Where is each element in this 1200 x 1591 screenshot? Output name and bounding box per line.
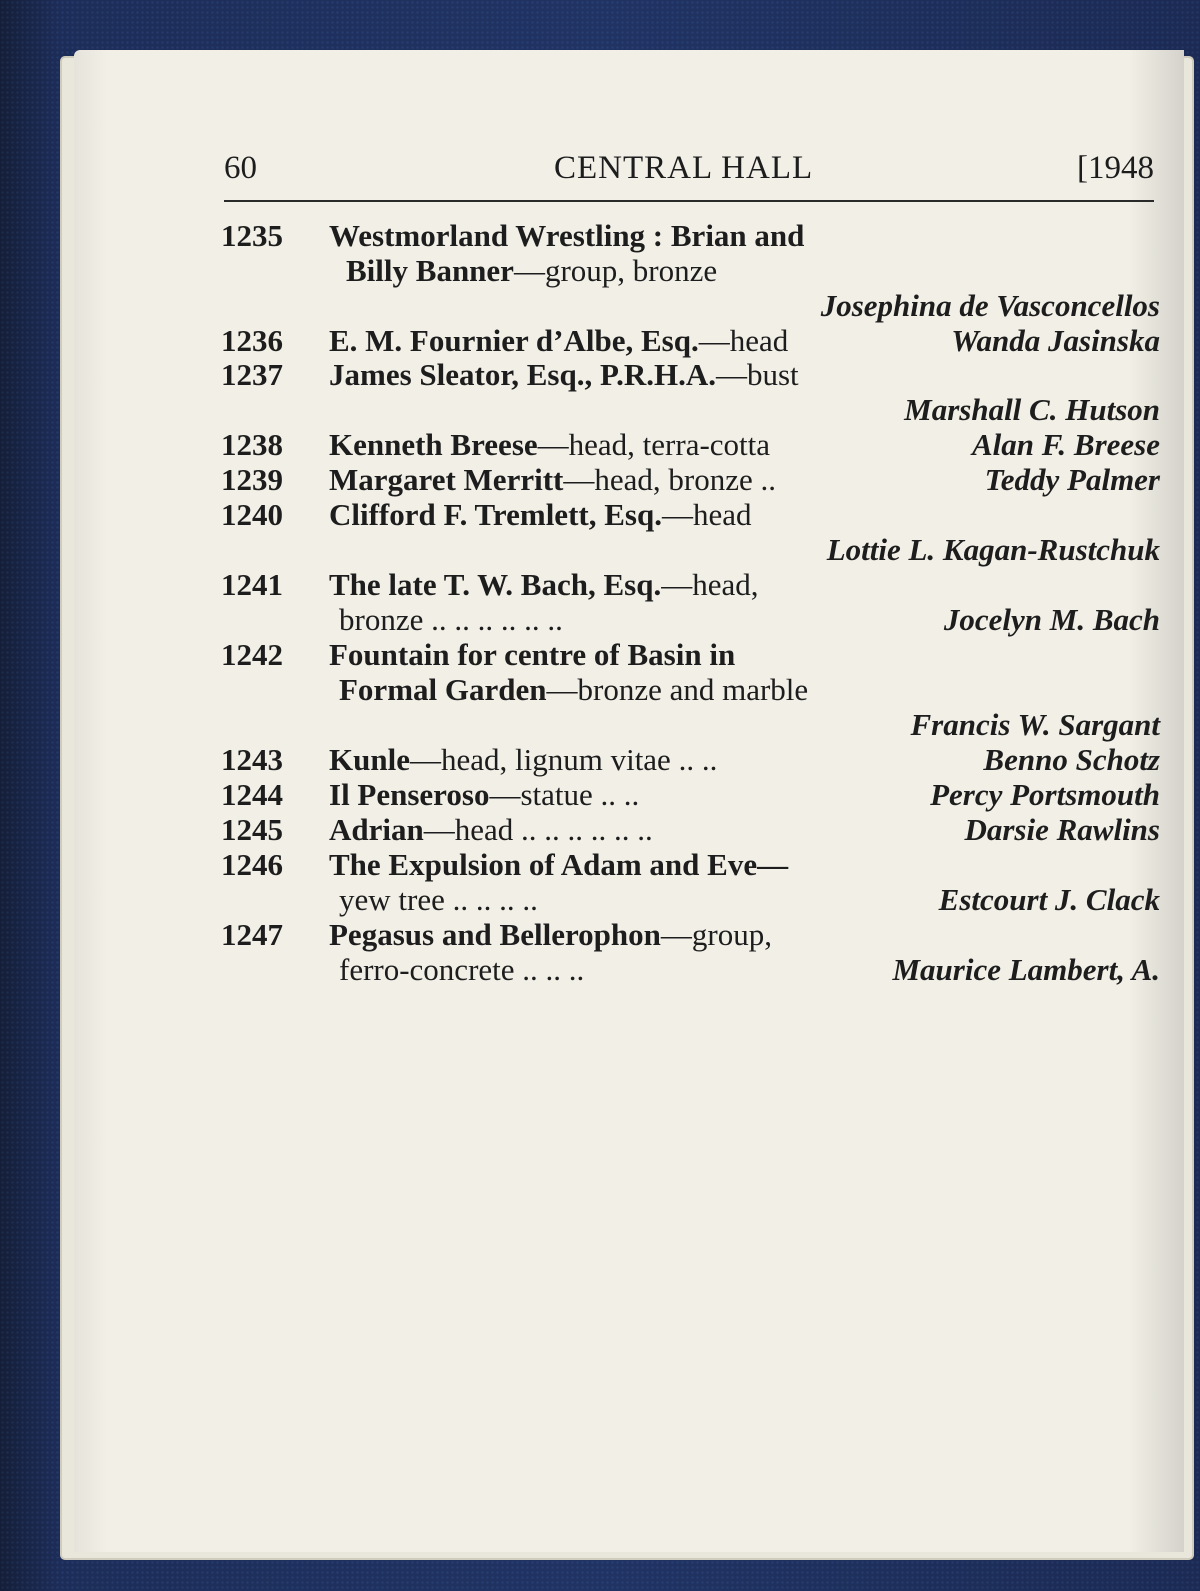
entry-number: 1244 bbox=[221, 777, 283, 812]
entry-medium: —group, bronze bbox=[513, 253, 718, 288]
entry-line bbox=[74, 427, 1184, 463]
entry-artist: Maurice Lambert, A. bbox=[892, 952, 1160, 987]
entry-title: Fountain for centre of Basin in bbox=[329, 637, 736, 672]
entry-line bbox=[74, 952, 1184, 988]
entry-title-part: Formal Garden bbox=[339, 672, 547, 707]
entry-line bbox=[74, 392, 1184, 428]
entry-medium: —head bbox=[661, 497, 752, 532]
entry-number: 1238 bbox=[221, 427, 283, 462]
entry-title bbox=[329, 427, 770, 463]
entry-title bbox=[329, 812, 653, 848]
entry-medium: —head, bronze .. bbox=[563, 462, 776, 497]
entry-line bbox=[74, 532, 1184, 568]
entry-line bbox=[74, 602, 1184, 638]
entry-number: 1246 bbox=[221, 847, 283, 882]
entry-title-part: James Sleator, Esq., P.R.H.A. bbox=[329, 357, 716, 392]
entry-title-cont bbox=[339, 672, 808, 708]
entry-medium: —bronze and marble bbox=[546, 672, 809, 707]
entry-medium: —head .. .. .. .. .. .. bbox=[423, 812, 653, 847]
entry-title: Westmorland Wrestling : Brian and bbox=[329, 218, 805, 253]
entry-number: 1242 bbox=[221, 637, 283, 672]
entry-title bbox=[329, 917, 772, 953]
entry-title-part: Kenneth Breese bbox=[329, 427, 538, 462]
entry-line bbox=[74, 777, 1184, 813]
entry-title-part: E. M. Fournier d’Albe, Esq. bbox=[329, 323, 699, 358]
entry-number: 1235 bbox=[221, 218, 283, 253]
entry-line bbox=[74, 567, 1184, 603]
entry-line bbox=[74, 812, 1184, 848]
entry-artist: Jocelyn M. Bach bbox=[943, 602, 1160, 637]
entry-number: 1240 bbox=[221, 497, 283, 532]
entry-title-cont bbox=[346, 253, 717, 289]
entry-title-part: The late T. W. Bach, Esq. bbox=[329, 567, 662, 602]
entry-title bbox=[329, 357, 799, 393]
entry-number: 1245 bbox=[221, 812, 283, 847]
entry-medium: —head bbox=[698, 323, 789, 358]
entry-line bbox=[74, 917, 1184, 953]
running-header bbox=[224, 150, 1154, 202]
entry-title bbox=[329, 742, 717, 778]
entry-title bbox=[329, 497, 751, 533]
entry-title bbox=[329, 777, 639, 813]
entry-number: 1241 bbox=[221, 567, 283, 602]
entry-line bbox=[74, 882, 1184, 918]
entry-medium: —statue .. .. bbox=[489, 777, 640, 812]
entry-artist: Alan F. Breese bbox=[971, 427, 1160, 462]
entry-title-part: Clifford F. Tremlett, Esq. bbox=[329, 497, 662, 532]
entry-title: The Expulsion of Adam and Eve— bbox=[329, 847, 789, 882]
entry-title bbox=[329, 323, 788, 359]
entry-artist: Darsie Rawlins bbox=[964, 812, 1160, 847]
entry-medium: —head, bbox=[661, 567, 759, 602]
entry-number: 1247 bbox=[221, 917, 283, 952]
entry-line bbox=[74, 742, 1184, 778]
entry-line bbox=[74, 288, 1184, 324]
entry-title bbox=[329, 462, 776, 498]
entry-number: 1239 bbox=[221, 462, 283, 497]
year-label: [1948 bbox=[1077, 150, 1154, 186]
entry-title-part: Pegasus and Bellerophon bbox=[329, 917, 661, 952]
entry-medium: —bust bbox=[715, 357, 799, 392]
entry-number: 1237 bbox=[221, 357, 283, 392]
entry-medium: —head, lignum vitae .. .. bbox=[409, 742, 718, 777]
entry-line bbox=[74, 497, 1184, 533]
entry-number: 1236 bbox=[221, 323, 283, 358]
entry-title-part: Billy Banner bbox=[346, 253, 514, 288]
entry-title-part: Kunle bbox=[329, 742, 410, 777]
entry-title-part: Margaret Merritt bbox=[329, 462, 564, 497]
entry-line bbox=[74, 637, 1184, 673]
entry-line bbox=[74, 253, 1184, 289]
entry-number: 1243 bbox=[221, 742, 283, 777]
page-title: CENTRAL HALL bbox=[554, 150, 814, 186]
entry-artist: Wanda Jasinska bbox=[951, 323, 1160, 358]
entry-artist: Benno Schotz bbox=[983, 742, 1160, 777]
entry-line bbox=[74, 707, 1184, 743]
entry-medium: —head, terra-cotta bbox=[537, 427, 771, 462]
entry-line bbox=[74, 218, 1184, 254]
catalogue-page bbox=[74, 50, 1184, 1552]
entry-line bbox=[74, 323, 1184, 359]
entry-artist: Josephina de Vasconcellos bbox=[820, 288, 1160, 323]
entry-medium: bronze .. .. .. .. .. .. bbox=[339, 602, 563, 637]
entry-medium: yew tree .. .. .. .. bbox=[339, 882, 538, 917]
entry-medium: ferro-concrete .. .. .. bbox=[339, 952, 585, 987]
entry-title-part: Adrian bbox=[329, 812, 424, 847]
entry-title-part: Il Penseroso bbox=[329, 777, 490, 812]
entry-medium: —group, bbox=[660, 917, 772, 952]
entry-line bbox=[74, 672, 1184, 708]
entry-artist: Lottie L. Kagan-Rustchuk bbox=[826, 532, 1160, 567]
entry-line bbox=[74, 847, 1184, 883]
entry-artist: Marshall C. Hutson bbox=[904, 392, 1160, 427]
entry-line bbox=[74, 462, 1184, 498]
entry-artist: Estcourt J. Clack bbox=[938, 882, 1160, 917]
entry-artist: Francis W. Sargant bbox=[910, 707, 1160, 742]
entry-title bbox=[329, 567, 758, 603]
page-number: 60 bbox=[224, 150, 257, 186]
entry-line bbox=[74, 357, 1184, 393]
entry-artist: Percy Portsmouth bbox=[930, 777, 1160, 812]
entry-artist: Teddy Palmer bbox=[984, 462, 1160, 497]
